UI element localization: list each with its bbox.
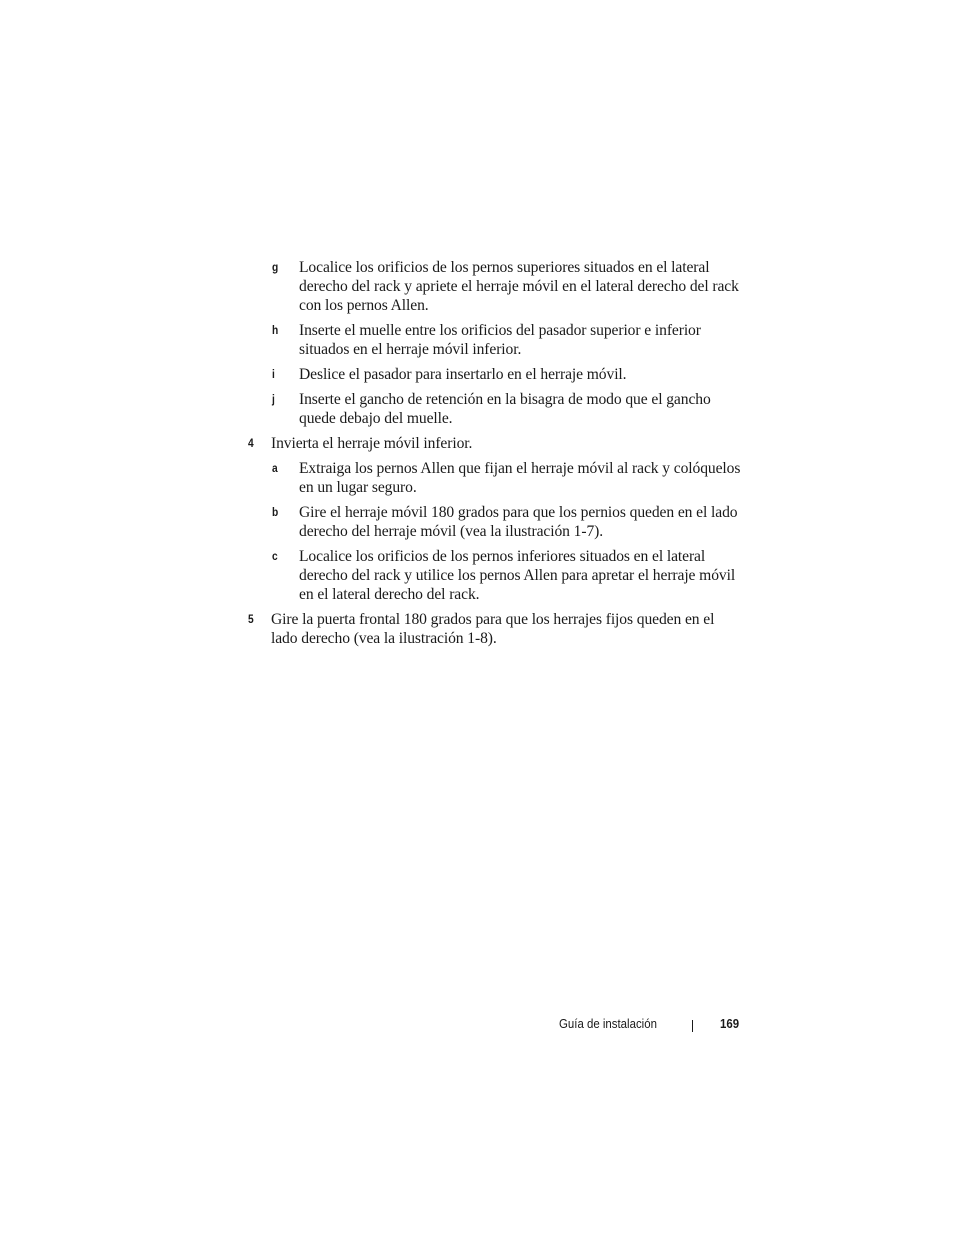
sub-step-label: a	[272, 461, 278, 475]
text-line: Inserte el gancho de retención en la bisagra de modo que el gancho	[299, 391, 711, 408]
text-line: con los pernos Allen.	[299, 297, 429, 314]
step-text	[271, 434, 748, 453]
text-line: derecho del herraje móvil (vea la ilustración 1-7).	[299, 523, 604, 540]
step-number: 5	[248, 612, 254, 626]
sub-step-i	[272, 365, 748, 384]
sub-step-label: b	[272, 505, 279, 519]
sub-step-label: j	[272, 392, 275, 406]
text-line: Deslice el pasador para insertarlo en el herraje móvil.	[299, 366, 627, 383]
step-text	[271, 610, 748, 648]
instruction-list	[248, 258, 748, 654]
sub-step-text	[299, 503, 748, 541]
text-line: Invierta el herraje móvil inferior.	[271, 435, 473, 452]
sub-step-c	[272, 547, 748, 604]
sub-step-b	[272, 503, 748, 541]
sub-step-label: g	[272, 260, 279, 274]
step-5	[248, 610, 748, 648]
text-line: Inserte el muelle entre los orificios del pasador superior e inferior	[299, 322, 701, 339]
sub-step-label: i	[272, 367, 275, 381]
text-line: Localice los orificios de los pernos inferiores situados en el lateral	[299, 548, 706, 565]
text-line: Extraiga los pernos Allen que fijan el herraje móvil al rack y colóquelos	[299, 460, 741, 477]
text-line: Localice los orificios de los pernos superiores situados en el lateral	[299, 259, 710, 276]
text-line: quede debajo del muelle.	[299, 410, 453, 427]
text-line: lado derecho (vea la ilustración 1-8).	[271, 630, 497, 647]
step-number: 4	[248, 436, 254, 450]
text-line: Gire el herraje móvil 180 grados para que los pernios queden en el lado	[299, 504, 738, 521]
sub-step-text	[299, 258, 748, 315]
footer-title: Guía de instalación	[559, 1016, 657, 1031]
sub-step-a	[272, 459, 748, 497]
text-line: situados en el herraje móvil inferior.	[299, 341, 522, 358]
sub-step-g	[272, 258, 748, 315]
text-line: en un lugar seguro.	[299, 479, 417, 496]
sub-step-label: h	[272, 323, 279, 337]
sub-step-h	[272, 321, 748, 359]
sub-step-label: c	[272, 549, 278, 563]
page-number: 169	[720, 1016, 740, 1031]
sub-step-text	[299, 547, 748, 604]
sub-step-text	[299, 365, 748, 384]
sub-step-text	[299, 459, 748, 497]
sub-step-text	[299, 321, 748, 359]
text-line: derecho del rack y apriete el herraje móvil en el lateral derecho del rack	[299, 278, 739, 295]
page-footer	[558, 1015, 748, 1035]
sub-step-text	[299, 390, 748, 428]
footer-divider	[692, 1020, 693, 1032]
text-line: en el lateral derecho del rack.	[299, 586, 480, 603]
step-4	[248, 434, 748, 453]
text-line: derecho del rack y utilice los pernos Allen para apretar el herraje móvil	[299, 567, 736, 584]
text-line: Gire la puerta frontal 180 grados para que los herrajes fijos queden en el	[271, 611, 715, 628]
sub-step-j	[272, 390, 748, 428]
